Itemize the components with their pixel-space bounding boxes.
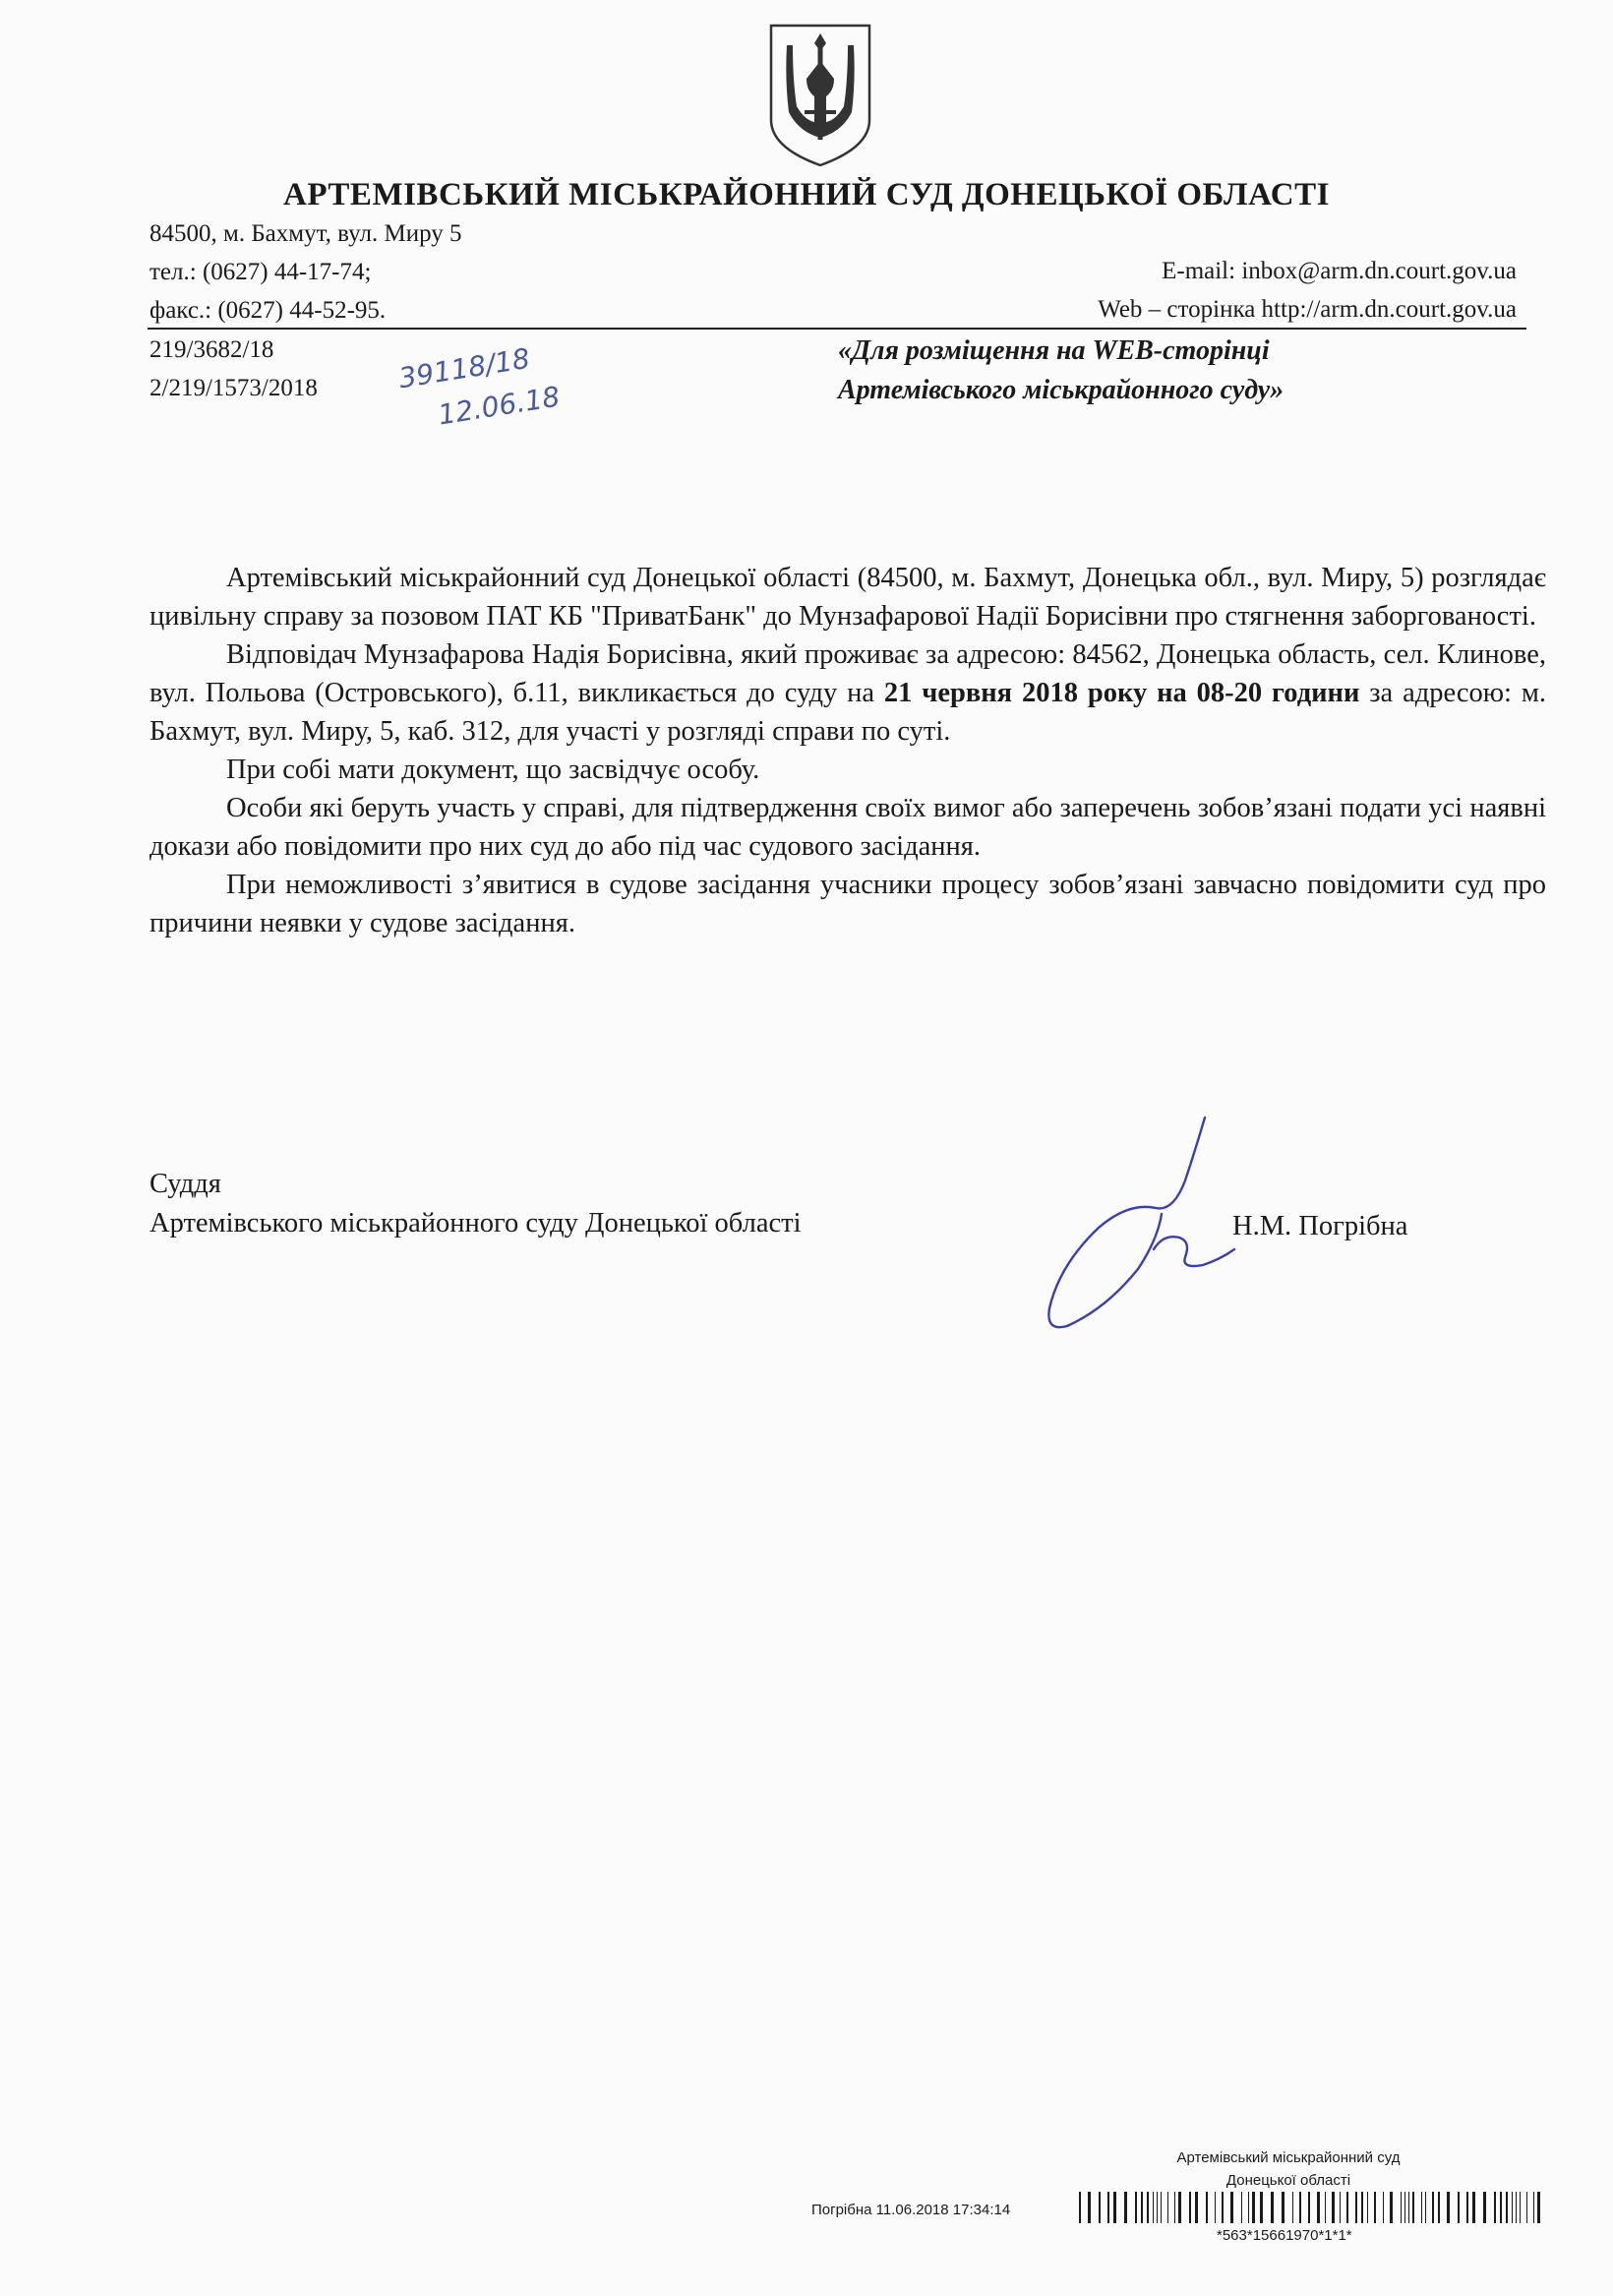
handwritten-date: 12.06.18 <box>436 380 563 432</box>
case-number: 219/3682/18 <box>149 336 274 363</box>
barcode-bar <box>1526 2192 1527 2223</box>
barcode-bar <box>1383 2192 1384 2223</box>
barcode-bar <box>1346 2192 1348 2223</box>
barcode-bar <box>1447 2192 1450 2223</box>
paragraph-summons <box>149 635 1546 751</box>
judge-court: Артемівського міськрайонного суду Донецької області <box>149 1208 802 1239</box>
ukraine-coat-of-arms-icon <box>765 22 875 169</box>
barcode-bar <box>1167 2192 1168 2223</box>
barcode-bar <box>1483 2192 1486 2223</box>
barcode-bar <box>1401 2192 1402 2223</box>
addressee-line-2: Артемівського міськрайонного суду» <box>838 375 1284 405</box>
barcode-bar <box>1195 2192 1198 2223</box>
barcode-bar <box>1506 2192 1508 2223</box>
barcode-bar <box>1189 2192 1191 2223</box>
barcode-bar <box>1340 2192 1341 2223</box>
court-website: Web – сторінка http://arm.dn.court.gov.ua <box>1098 296 1517 323</box>
addressee-block <box>838 332 1284 410</box>
barcode-bar <box>1252 2192 1255 2223</box>
barcode-bar <box>1141 2192 1143 2223</box>
barcode-bar <box>1421 2192 1422 2223</box>
barcode-bar <box>1432 2192 1434 2223</box>
barcode-bar <box>1472 2192 1475 2223</box>
barcode-bar <box>1355 2192 1357 2223</box>
barcode-bar <box>1153 2192 1154 2223</box>
barcode <box>1077 2192 1549 2227</box>
stamp-org-line-2: Донецької області <box>1225 2172 1351 2189</box>
proceeding-number: 2/219/1573/2018 <box>149 375 318 401</box>
barcode-bar <box>1157 2192 1158 2223</box>
summons-text-end: за адресою: м. Бахмут, вул. Миру, 5, каб. 312, для участі у розгляді справи по суті. <box>149 678 1546 747</box>
barcode-bar <box>1248 2192 1249 2223</box>
paragraph-evidence: Особи які беруть участь у справі, для підтвердження своїх вимог або заперечень зобов’язані подати усі наявні докази або повідомити про них суд до або під час судового засідання. <box>149 793 1546 862</box>
barcode-bar <box>1516 2192 1517 2223</box>
barcode-bar <box>1512 2192 1513 2223</box>
paragraph-case: Артемівський міськрайонний суд Донецької області (84500, м. Бахмут, Донецька обл., вул. Миру, 5) розглядає цивільну справу за позовом ПАТ КБ "ПриватБанк" до Мунзафарової Надії Борисівни про стягнення заборгованості. <box>149 563 1546 632</box>
barcode-bar <box>1412 2192 1414 2223</box>
registration-stamp-org <box>1170 2146 1406 2192</box>
registration-timestamp: Погрібна 11.06.2018 17:34:14 <box>811 2202 1011 2218</box>
barcode-bar <box>1425 2192 1426 2223</box>
judge-title: Суддя <box>149 1169 221 1199</box>
barcode-bar <box>1390 2192 1393 2223</box>
notice-body <box>149 559 1546 942</box>
barcode-bar <box>1361 2192 1363 2223</box>
barcode-bar <box>1124 2192 1127 2223</box>
barcode-bar <box>1147 2192 1149 2223</box>
barcode-bar <box>1374 2192 1376 2223</box>
barcode-bar <box>1299 2192 1301 2223</box>
barcode-bar <box>1206 2192 1208 2223</box>
barcode-bar <box>1282 2192 1284 2223</box>
court-online-contacts <box>1098 252 1517 329</box>
hearing-datetime: 21 червня 2018 року на 08-20 години <box>883 678 1360 708</box>
paragraph-id-document: При собі мати документ, що засвідчує особу. <box>226 755 760 785</box>
court-contacts <box>149 214 462 330</box>
barcode-bar <box>1533 2192 1534 2223</box>
addressee-line-1: «Для розміщення на WEB-сторінці <box>838 335 1270 366</box>
barcode-bar <box>1107 2192 1109 2223</box>
barcode-bar <box>1332 2192 1335 2223</box>
barcode-bar <box>1292 2192 1293 2223</box>
barcode-bar <box>1404 2192 1405 2223</box>
barcode-bar <box>1230 2192 1233 2223</box>
court-fax: факс.: (0627) 44-52-95. <box>149 297 387 324</box>
barcode-bar <box>1241 2192 1242 2223</box>
handwritten-registration-note <box>396 341 595 435</box>
handwritten-signature <box>1038 1112 1254 1338</box>
barcode-bar <box>1099 2192 1101 2223</box>
barcode-bar <box>1161 2192 1162 2223</box>
barcode-bar <box>1537 2192 1540 2223</box>
court-email: E-mail: inbox@arm.dn.court.gov.ua <box>1162 258 1517 284</box>
barcode-bar <box>1438 2192 1440 2223</box>
barcode-bar <box>1458 2192 1460 2223</box>
barcode-bar <box>1178 2192 1181 2223</box>
barcode-bar <box>1135 2192 1137 2223</box>
barcode-bar <box>1088 2192 1091 2223</box>
paragraph-absence: При неможливості з’явитися в судове засідання учасники процесу зобов’язані завчасно повідомити суд про причини неявки у судове засідання. <box>149 870 1546 938</box>
barcode-bar <box>1222 2192 1224 2223</box>
barcode-bar <box>1367 2192 1368 2223</box>
barcode-bar <box>1466 2192 1468 2223</box>
barcode-bar <box>1260 2192 1263 2223</box>
barcode-bar <box>1308 2192 1310 2223</box>
barcode-bar <box>1215 2192 1216 2223</box>
judge-name: Н.М. Погрібна <box>1232 1211 1408 1241</box>
barcode-bar <box>1520 2192 1521 2223</box>
barcode-text: *563*15661970*1*1* <box>1217 2227 1352 2244</box>
court-phone: тел.: (0627) 44-17-74; <box>149 259 372 285</box>
barcode-bar <box>1174 2192 1175 2223</box>
barcode-bar <box>1408 2192 1409 2223</box>
barcode-bar <box>1494 2192 1496 2223</box>
judge-title-block <box>149 1165 802 1243</box>
case-references <box>149 331 318 407</box>
barcode-bar <box>1317 2192 1320 2223</box>
court-address: 84500, м. Бахмут, вул. Миру 5 <box>149 220 462 247</box>
stamp-org-line-1: Артемівський міськрайонний суд <box>1176 2149 1401 2166</box>
barcode-bar <box>1500 2192 1502 2223</box>
court-title: АРТЕМІВСЬКИЙ МІСЬКРАЙОННИЙ СУД ДОНЕЦЬКОЇ ОБЛАСТІ <box>283 177 1330 212</box>
header-divider <box>148 328 1526 330</box>
barcode-bar <box>1113 2192 1116 2223</box>
barcode-bar <box>1325 2192 1326 2223</box>
barcode-bar <box>1079 2192 1081 2223</box>
barcode-bar <box>1271 2192 1274 2223</box>
handwritten-number: 39118/18 <box>396 341 532 395</box>
summons-text: Відповідач Мунзафарова Надія Борисівна, який проживає за адресою: 84562, Донецька область, сел. Клинове, вул. Польова (Островського), б.11, викликається до суду на <box>149 639 1546 708</box>
